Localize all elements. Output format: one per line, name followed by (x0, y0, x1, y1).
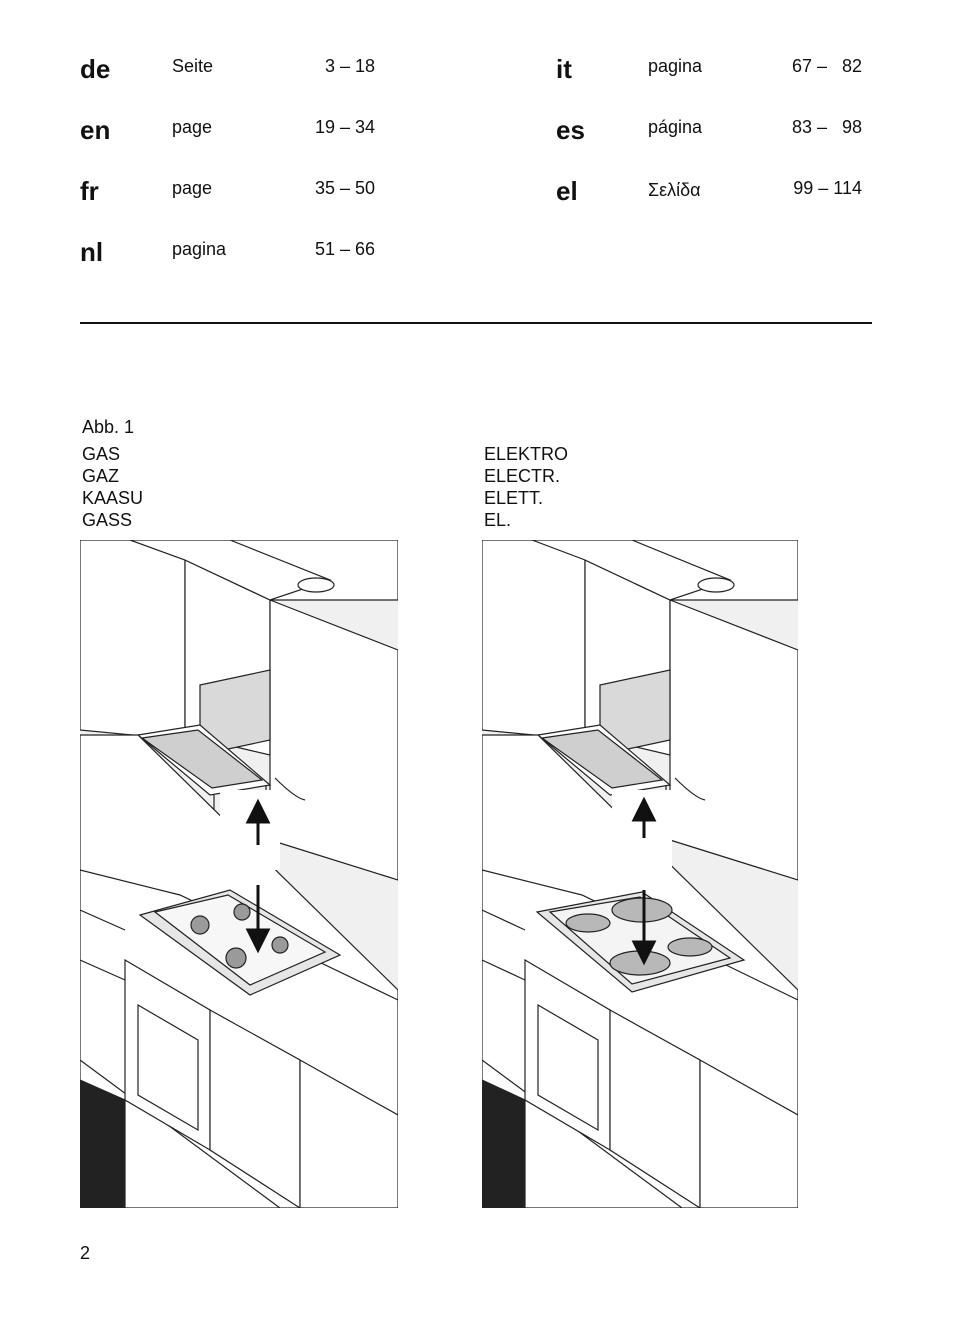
lang-pages-es: 83 – 98 (791, 117, 862, 137)
electric-label: ELEKTRO (484, 444, 569, 464)
lang-code-en: en (80, 115, 111, 145)
lang-pages-de: 3 – 18 (324, 56, 375, 76)
gas-hob-illustration (80, 540, 398, 1208)
lang-word-it: pagina (648, 56, 703, 76)
page-number: 2 (80, 1243, 91, 1263)
lang-code-nl: nl (80, 237, 104, 267)
gas-label: GASS (82, 510, 133, 530)
figure-caption: Abb. 1 (82, 417, 135, 437)
lang-pages-el: 99 – 114 (793, 178, 862, 198)
electric-hob-illustration (482, 540, 798, 1208)
lang-word-nl: pagina (172, 239, 227, 259)
lang-pages-it: 67 – 82 (791, 56, 862, 76)
gas-label: GAZ (82, 466, 120, 486)
gas-labels (82, 443, 143, 531)
lang-word-en: page (172, 117, 213, 137)
lang-code-de: de (80, 54, 111, 84)
gas-kitchen-drawing (80, 540, 398, 1208)
lang-code-es: es (556, 115, 585, 145)
gas-label: GAS (82, 444, 121, 464)
lang-word-el: Σελίδα (648, 180, 701, 200)
lang-word-es: página (648, 117, 703, 137)
electric-label: ELETT. (484, 488, 544, 508)
lang-pages-nl: 51 – 66 (314, 239, 375, 259)
lang-pages-en: 19 – 34 (314, 117, 375, 137)
lang-code-it: it (556, 54, 572, 84)
electric-kitchen-drawing (482, 540, 798, 1208)
lang-code-fr: fr (80, 176, 99, 206)
lang-word-de: Seite (172, 56, 214, 76)
electric-label: EL. (484, 510, 512, 530)
electric-label: ELECTR. (484, 466, 561, 486)
electric-labels (484, 443, 568, 531)
lang-code-el: el (556, 176, 578, 206)
lang-pages-fr: 35 – 50 (314, 178, 375, 198)
gas-label: KAASU (82, 488, 144, 508)
horizontal-divider (80, 322, 872, 324)
lang-word-fr: page (172, 178, 213, 198)
